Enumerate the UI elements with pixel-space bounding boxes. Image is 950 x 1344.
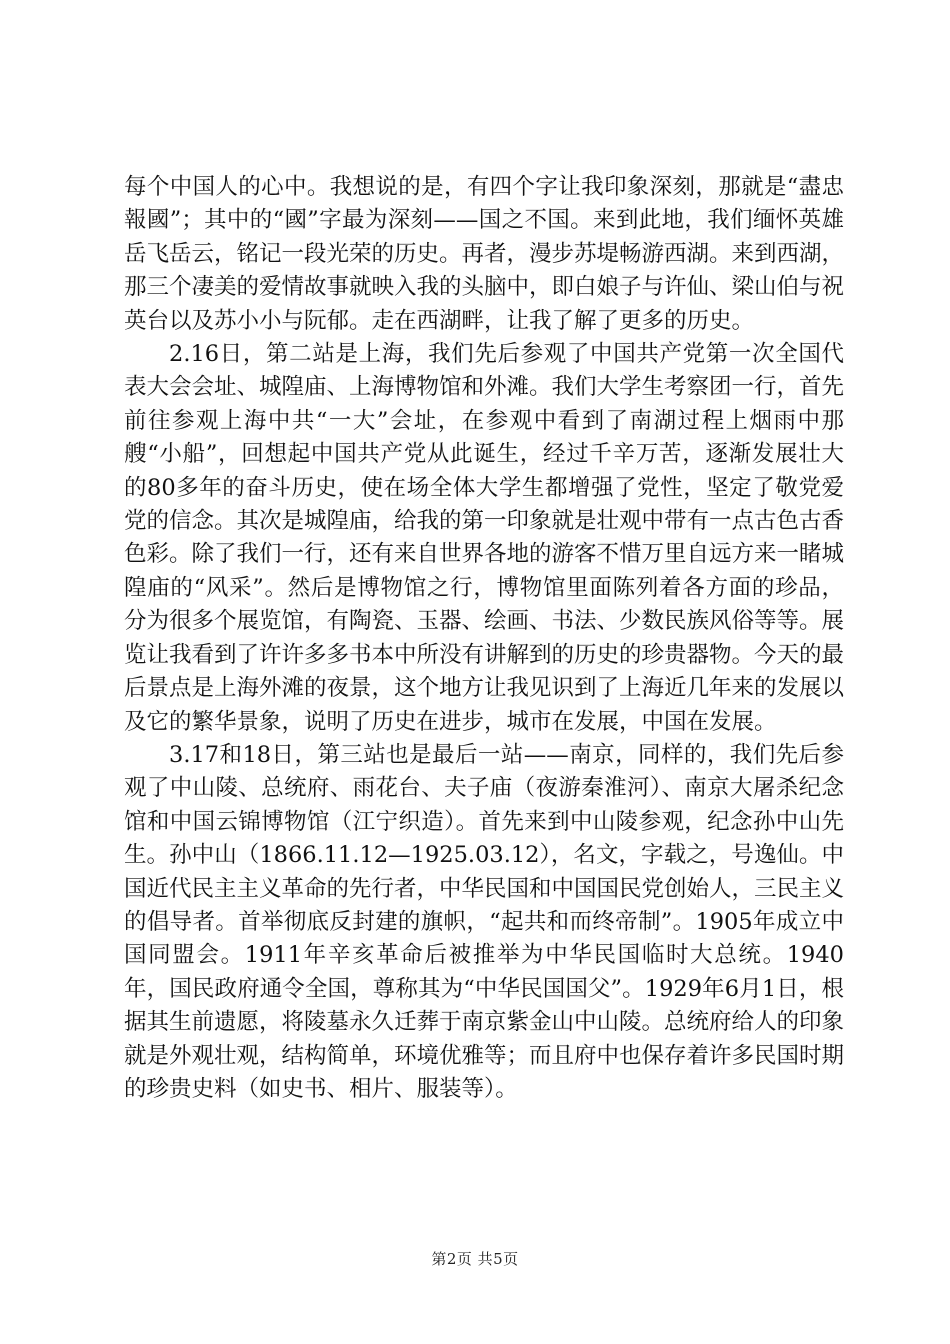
paragraph-nanjing: 3.17和18日，第三站也是最后一站——南京，同样的，我们先后参观了中山陵、总统府、雨花台、夫子庙（夜游秦淮河）、南京大屠杀纪念馆和中国云锦博物馆（江宁织造）。首先来到中山陵参观，纪念孙中山先生。孙中山（1866.11.12—1925.03.12），名文，字载之，号逸仙。中国近代民主主义革命的先行者，中华民国和中国国民党创始人，三民主义的倡导者。首举彻底反封建的旗帜，“起共和而终帝制”。1905年成立中国同盟会。1911年辛亥革命后被推举为中华民国临时大总统。1940年，国民政府通令全国，尊称其为“中华民国国父”。1929年6月1日，根据其生前遗愿，将陵墓永久迁葬于南京紫金山中山陵。总统府给人的印象就是外观壮观，结构简单，环境优雅等；而且府中也保存着许多民国时期的珍贵史料（如史书、相片、服装等）。 [124, 741, 845, 1102]
paragraph-shanghai: 2.16日，第二站是上海，我们先后参观了中国共产党第一次全国代表大会会址、城隍庙、上海博物馆和外滩。我们大学生考察团一行，首先前往参观上海中共“一大”会址，在参观中看到了南湖过程上烟雨中那艘“小船”，回想起中国共产党从此诞生，经过千辛万苦，逐渐发展壮大的80多年的奋斗历史，使在场全体大学生都增强了党性，坚定了敬党爱党的信念。其次是城隍庙，给我的第一印象就是壮观中带有一点古色古香色彩。除了我们一行，还有来自世界各地的游客不惜万里自远方来一睹城隍庙的“风采”。然后是博物馆之行，博物馆里面陈列着各方面的珍品，分为很多个展览馆，有陶瓷、玉器、绘画、书法、少数民族风俗等等。展览让我看到了许许多多书本中所没有讲解到的历史的珍贵器物。今天的最后景点是上海外滩的夜景，这个地方让我见识到了上海近几年来的发展以及它的繁华景象，说明了历史在进步，城市在发展，中国在发展。 [124, 341, 845, 735]
document-body [124, 171, 844, 1106]
paragraph-continued: 每个中国人的心中。我想说的是，有四个字让我印象深刻，那就是“盡忠報國”；其中的“國”字最为深刻——国之不国。来到此地，我们缅怀英雄岳飞岳云，铭记一段光荣的历史。再者，漫步苏堤畅游西湖。来到西湖，那三个凄美的爱情故事就映入我的头脑中，即白娘子与许仙、梁山伯与祝英台以及苏小小与阮郁。走在西湖畔，让我了解了更多的历史。 [124, 174, 845, 334]
page-number-footer: 第2页 共5页 [431, 1250, 519, 1268]
